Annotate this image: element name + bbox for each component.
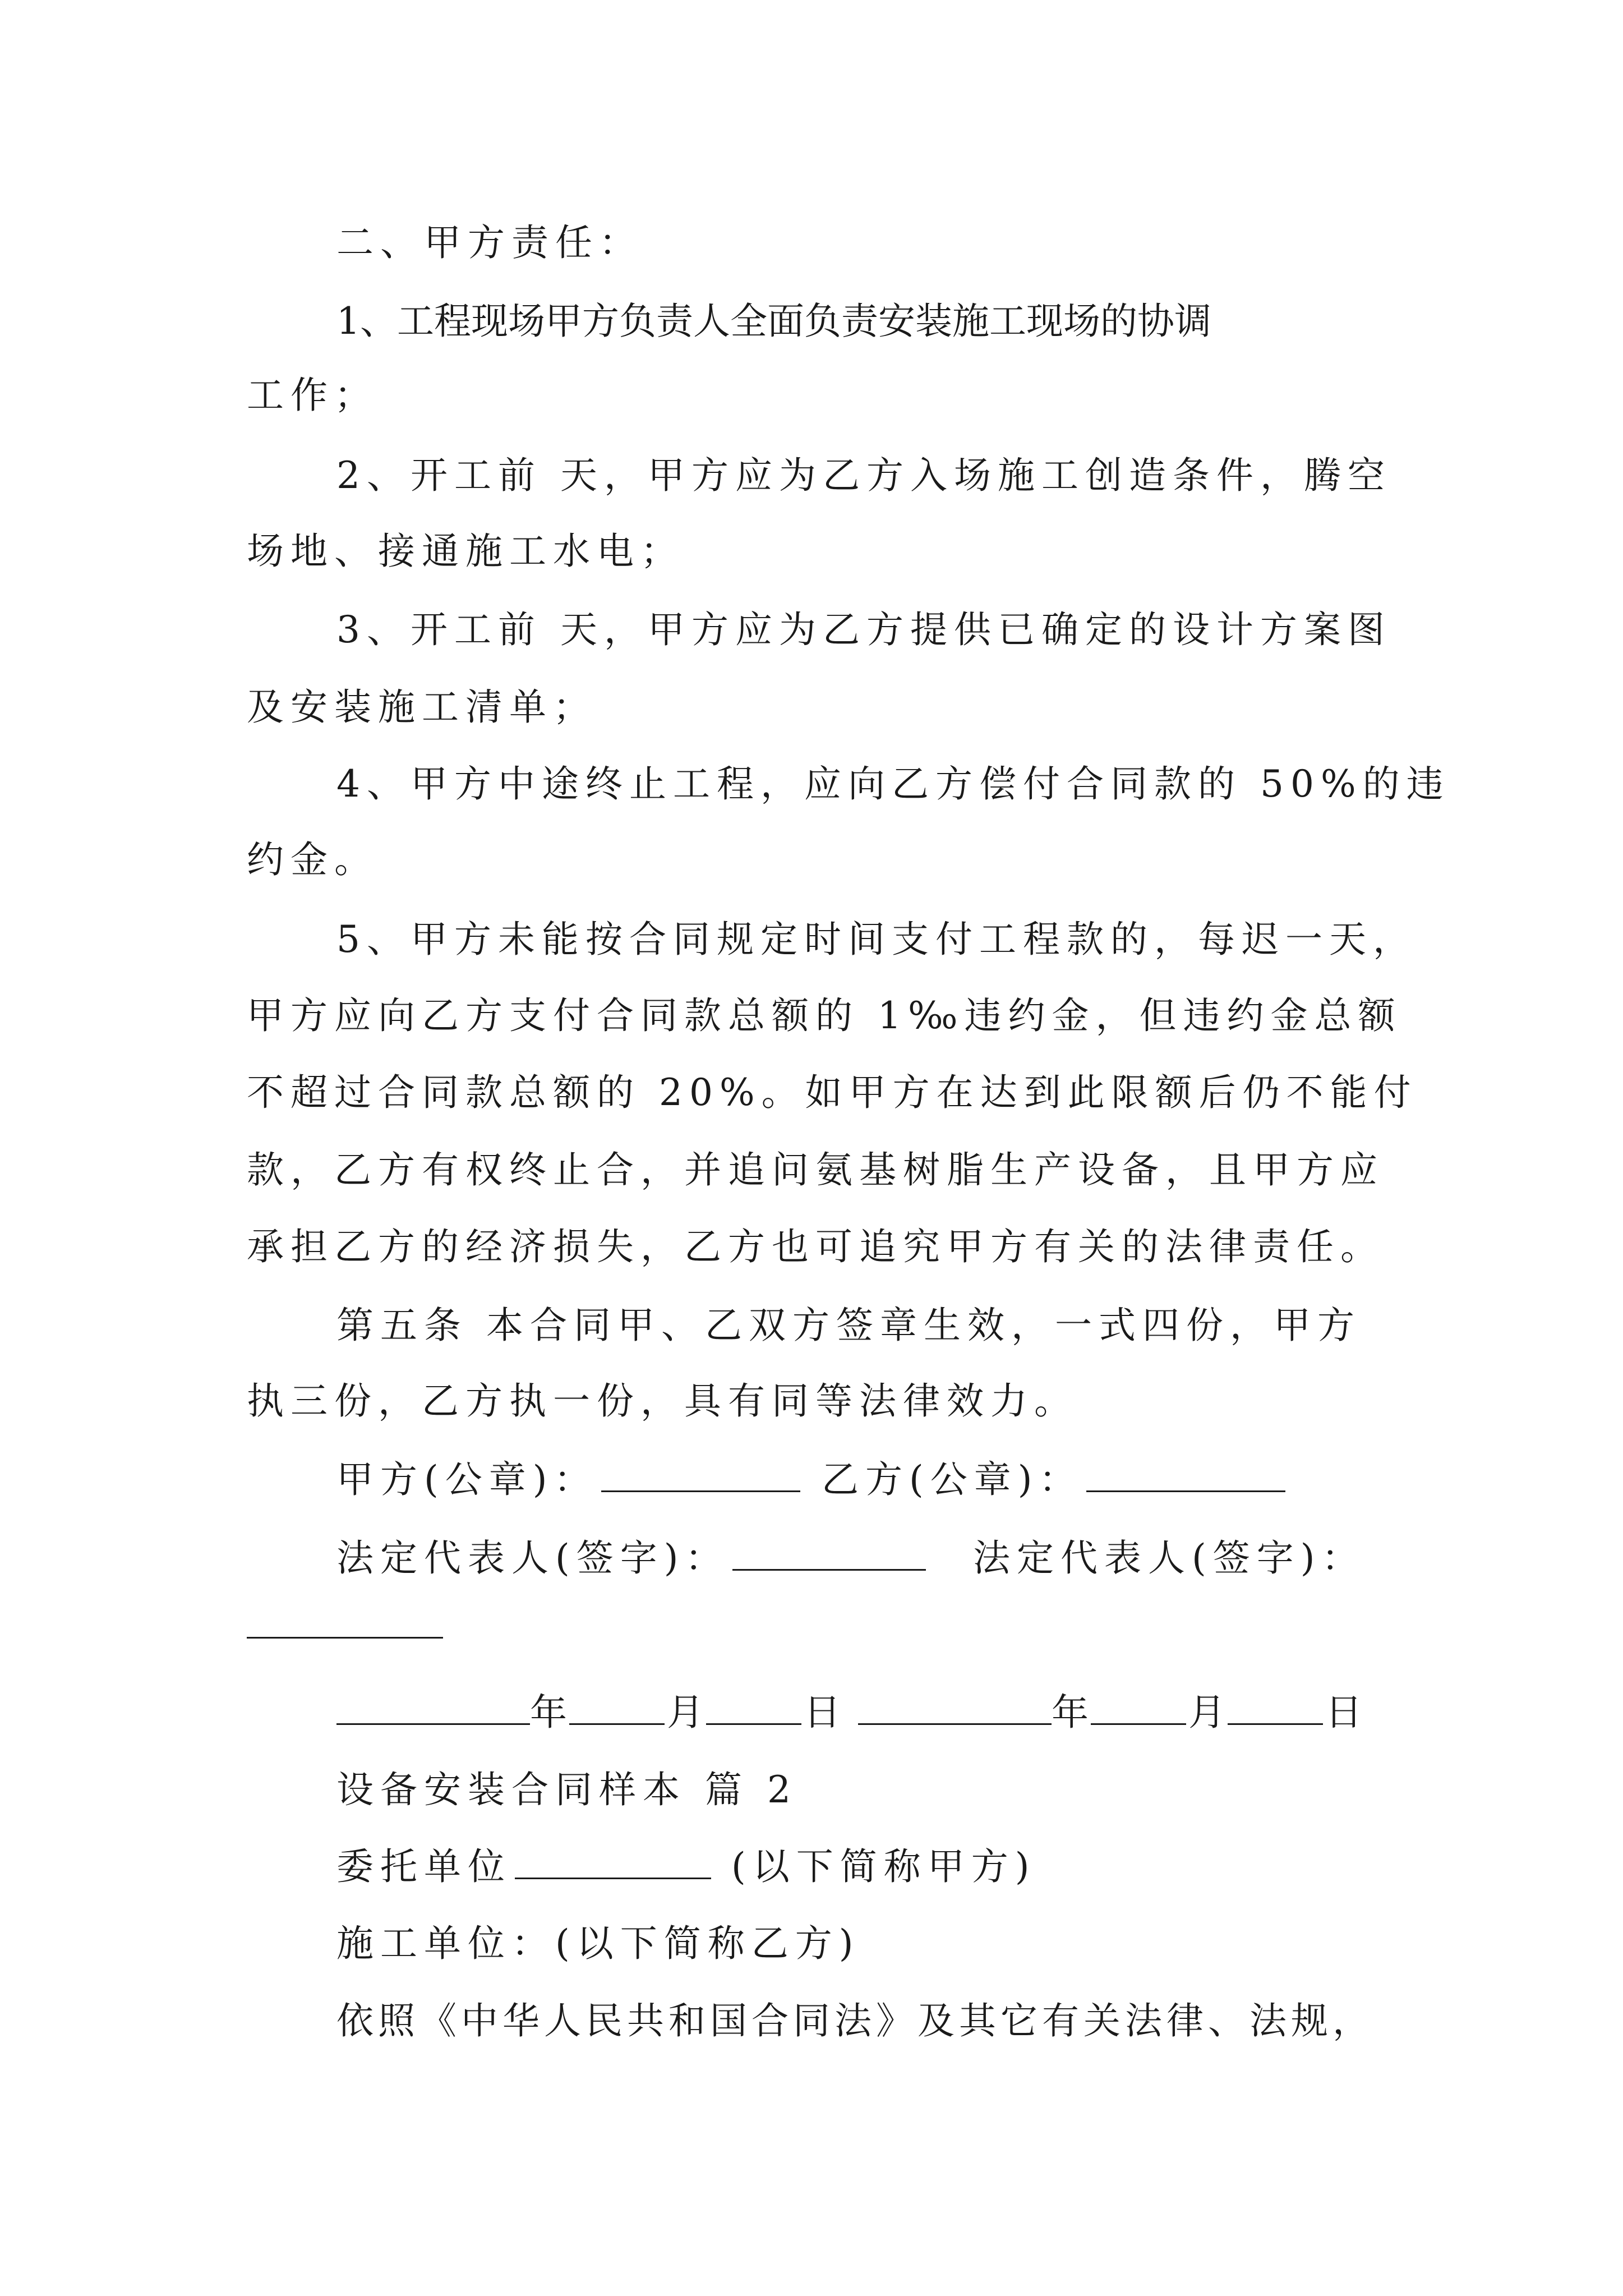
- date-b-month-label: 月: [1188, 1691, 1225, 1734]
- date-a-year-blank[interactable]: [336, 1723, 530, 1725]
- section-heading: 二、甲方责任：: [336, 221, 643, 264]
- item-5-line-1: 5、甲方未能按合同规定时间支付工程款的，每迟一天，: [336, 918, 1417, 961]
- item-4-line-2: 约金。: [247, 838, 378, 881]
- date-a-day-blank[interactable]: [706, 1723, 801, 1725]
- client-label: 委托单位: [336, 1845, 511, 1888]
- client-suffix: (以下简称甲方): [731, 1845, 1036, 1888]
- item-5-line-5: 承担乙方的经济损失，乙方也可追究甲方有关的法律责任。: [247, 1225, 1384, 1268]
- party-b-seal-row: [822, 1458, 1289, 1501]
- item-1-line-1: 1、工程现场甲方负责人全面负责安装施工现场的协调: [336, 300, 1211, 343]
- contractor-line: 施工单位：(以下简称乙方): [336, 1922, 860, 1965]
- date-row-b: [858, 1691, 1362, 1734]
- party-a-seal-label: 甲方(公章)：: [336, 1458, 598, 1501]
- item-4-line-1: 4、甲方中途终止工程，应向乙方偿付合同款的 50%的违: [336, 762, 1450, 806]
- basis-line: 依照《中华人民共和国合同法》及其它有关法律、法规，: [336, 1999, 1374, 2042]
- item-1-line-2: 工作；: [247, 374, 378, 417]
- date-b-day-label: 日: [1325, 1691, 1362, 1734]
- rep-a-blank[interactable]: [732, 1569, 926, 1571]
- party-b-seal-blank[interactable]: [1086, 1490, 1285, 1492]
- article-five-line-2: 执三份，乙方执一份，具有同等法律效力。: [247, 1379, 1078, 1423]
- rep-a-row: [336, 1536, 929, 1580]
- party-a-seal-row: [336, 1458, 804, 1501]
- date-b-day-blank[interactable]: [1228, 1723, 1323, 1725]
- rep-b-blank[interactable]: [247, 1637, 443, 1639]
- date-a-month-blank[interactable]: [569, 1723, 665, 1725]
- date-b-year-blank[interactable]: [858, 1723, 1052, 1725]
- rep-b-label: 法定代表人(签字)：: [973, 1536, 1366, 1580]
- date-a-year-label: 年: [530, 1691, 567, 1734]
- date-b-month-blank[interactable]: [1091, 1723, 1186, 1725]
- date-a-month-label: 月: [667, 1691, 704, 1734]
- item-3-line-2: 及安装施工清单；: [247, 685, 597, 729]
- article-five-line-1: 第五条 本合同甲、乙双方签章生效，一式四份，甲方: [336, 1304, 1361, 1347]
- item-5-line-2: 甲方应向乙方支付合同款总额的 1‰违约金，但违约金总额: [247, 994, 1402, 1037]
- item-5-line-3: 不超过合同款总额的 20%。如甲方在达到此限额后仍不能付: [247, 1071, 1418, 1114]
- party-a-seal-blank[interactable]: [601, 1490, 800, 1492]
- item-5-line-4: 款，乙方有权终止合，并追问氨基树脂生产设备，且甲方应: [247, 1148, 1384, 1191]
- date-row-a: [336, 1691, 841, 1734]
- item-2-line-1: 2、开工前 天，甲方应为乙方入场施工创造条件，腾空: [336, 454, 1391, 497]
- rep-a-label: 法定代表人(签字)：: [336, 1536, 729, 1580]
- item-3-line-1: 3、开工前 天，甲方应为乙方提供已确定的设计方案图: [336, 608, 1391, 651]
- date-b-year-label: 年: [1052, 1691, 1089, 1734]
- party-b-seal-label: 乙方(公章)：: [822, 1458, 1083, 1501]
- client-row: [336, 1845, 1036, 1888]
- client-blank[interactable]: [515, 1878, 711, 1879]
- contract-two-title: 设备安装合同样本 篇 2: [336, 1768, 797, 1811]
- date-a-day-label: 日: [804, 1691, 841, 1734]
- item-2-line-2: 场地、接通施工水电；: [247, 530, 684, 573]
